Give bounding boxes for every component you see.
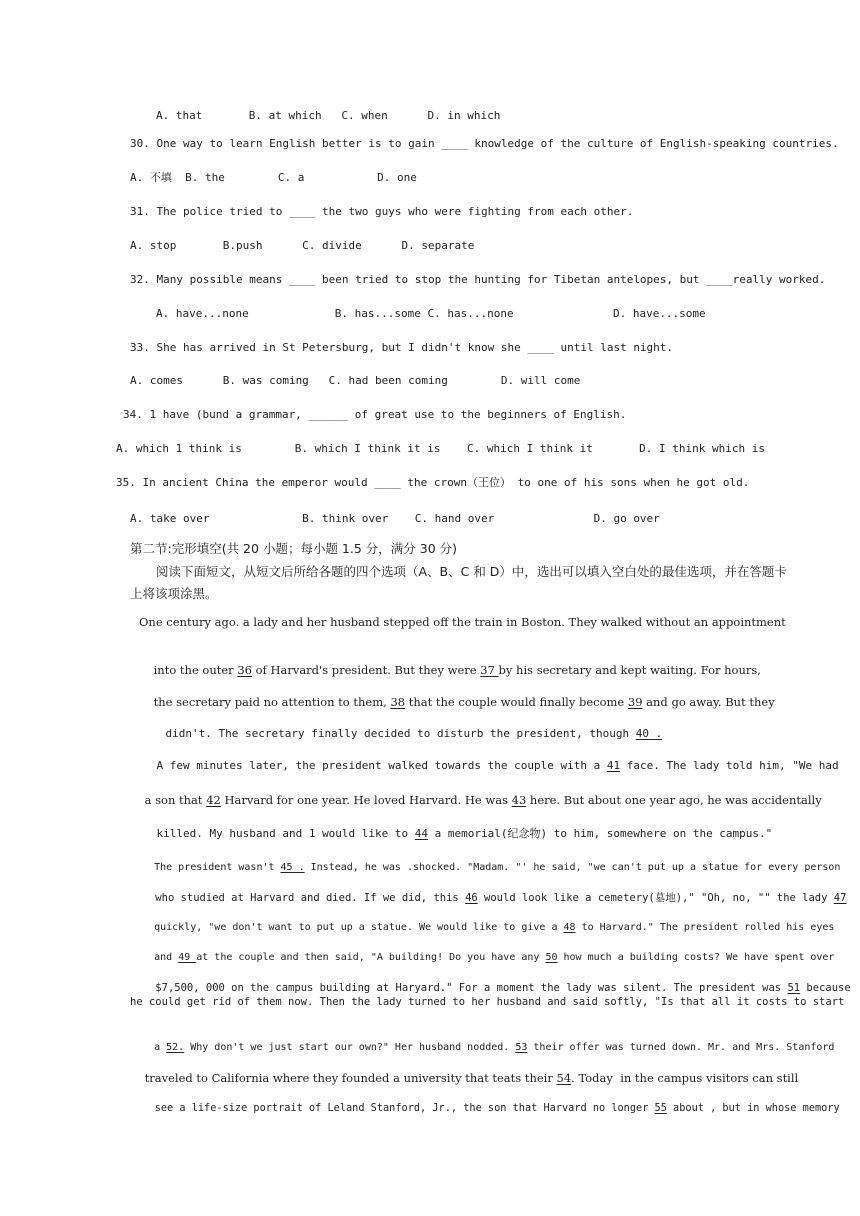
q30-options: A. 不填 B. the C. a D. one bbox=[130, 171, 417, 184]
section-instruction-1: 阅读下面短文，从短文后所给各题的四个选项（A、B、C 和 D）中，选出可以填入空白处的最佳选项，并在答题卡 bbox=[156, 564, 787, 579]
blank-51: 51 bbox=[787, 982, 801, 994]
q29-options: A. that B. at which C. when D. in which bbox=[156, 109, 501, 122]
section-title: 第二节:完形填空(共 20 小题；每小题 1.5 分，满分 30 分) bbox=[130, 541, 457, 556]
blank-50: 50 bbox=[545, 952, 558, 963]
q32-question: 32. Many possible means ____ been tried to stop the hunting for Tibetan antelopes, but ____really worked. bbox=[130, 273, 826, 286]
blank-48: 48 bbox=[563, 922, 576, 933]
passage-p1-line1: One century ago. a lady and her husband stepped off the train in Boston. They walked without an appointment bbox=[139, 615, 786, 629]
blank-38: 38 bbox=[390, 695, 406, 709]
q32-options: A. have...none B. has...some C. has...none D. have...some bbox=[156, 307, 706, 320]
passage-p1-line3: the secretary paid no attention to them, 38 that the couple would finally become 39 and go away. But they bbox=[153, 695, 775, 709]
passage-p1-line2: into the outer 36 of Harvard's president. But they were 37 by his secretary and kept waiting. For hours, bbox=[153, 663, 761, 677]
q33-question: 33. She has arrived in St Petersburg, but I didn't know she ____ until last night. bbox=[130, 341, 674, 354]
q34-options: A. which 1 think is B. which I think it is C. which I think it D. I think which is bbox=[116, 442, 766, 455]
blank-39: 39 bbox=[627, 695, 643, 709]
blank-47: 47 bbox=[833, 892, 847, 904]
passage-p3-line2: who studied at Harvard and died. If we did, this 46 would look like a cemetery(墓地)," "Oh, no, "" the lady 47 bbox=[155, 892, 847, 904]
q31-question: 31. The police tried to ____ the two guys who were fighting from each other. bbox=[130, 205, 634, 218]
blank-49: 49 bbox=[178, 952, 197, 963]
blank-46: 46 bbox=[465, 892, 478, 904]
passage-p3-line4: and 49 at the couple and then said, "A building! Do you have any 50 how much a building costs? We have spent over bbox=[154, 952, 835, 963]
blank-52: 52. bbox=[166, 1042, 185, 1053]
blank-41: 41 bbox=[606, 759, 621, 772]
passage-p3-line7: a 52. Why don't we just start our own?" Her husband nodded. 53 their offer was turned down. Mr. and Mrs. Stanford bbox=[154, 1042, 835, 1053]
q30-question: 30. One way to learn English better is to gain ____ knowledge of the culture of English-speaking countries. bbox=[130, 137, 839, 150]
blank-45: 45 . bbox=[280, 862, 305, 873]
passage-p3-line3: quickly, "we don't want to put up a statue. We would like to give a 48 to Harvard." The president rolled his eyes bbox=[154, 922, 835, 933]
q34-question: 34. 1 have (bund a grammar, ______ of great use to the beginners of English. bbox=[123, 408, 627, 421]
passage-p2-line1: A few minutes later, the president walked towards the couple with a 41 face. The lady told him, "We had bbox=[156, 759, 839, 772]
section-instruction-2: 上将该项涂黑。 bbox=[130, 586, 218, 601]
blank-43: 43 bbox=[511, 793, 527, 807]
passage-p2-line3: killed. My husband and 1 would like to 44 a memorial(纪念物) to him, somewhere on the campus." bbox=[156, 827, 773, 840]
blank-55: 55 bbox=[654, 1102, 667, 1114]
q33-options: A. comes B. was coming C. had been coming D. will come bbox=[130, 374, 581, 387]
passage-p3-line1: The president wasn't 45 . Instead, he was .shocked. "Madam. "' he said, "we can't put up a statue for every person bbox=[154, 862, 841, 873]
passage-p2-line2: a son that 42 Harvard for one year. He loved Harvard. He was 43 here. But about one year ago, he was accidentally bbox=[144, 793, 822, 807]
blank-37: 37 bbox=[480, 663, 499, 677]
passage-p3-line9: see a life-size portrait of Leland Stanford, Jr., the son that Harvard no longer 55 about , but in whose memory bbox=[154, 1102, 840, 1114]
passage-p1-line4: didn't. The secretary finally decided to disturb the president, though 40 . bbox=[165, 727, 663, 740]
passage-p3-line5: $7,500, 000 on the campus building at Haryard." For a moment the lady was silent. The president was 51 because bbox=[155, 982, 851, 994]
blank-53: 53 bbox=[515, 1042, 528, 1053]
passage-p3-line6: he could get rid of them now. Then the lady turned to her husband and said softly, "Is that all it costs to start bbox=[130, 996, 845, 1008]
blank-42: 42 bbox=[206, 793, 221, 807]
q35-question: 35. In ancient China the emperor would ____ the crown（王位） to one of his sons when he got old. bbox=[116, 476, 750, 489]
blank-44: 44 bbox=[414, 827, 429, 840]
blank-54: 54 bbox=[556, 1071, 572, 1085]
q31-options: A. stop B.push C. divide D. separate bbox=[130, 239, 475, 252]
blank-36: 36 bbox=[237, 663, 252, 677]
q35-options: A. take over B. think over C. hand over D. go over bbox=[130, 512, 660, 525]
passage-p3-line8: traveled to California where they founded a university that teats their 54. Today in the campus visitors can still bbox=[144, 1071, 799, 1085]
blank-40: 40 . bbox=[635, 727, 663, 740]
